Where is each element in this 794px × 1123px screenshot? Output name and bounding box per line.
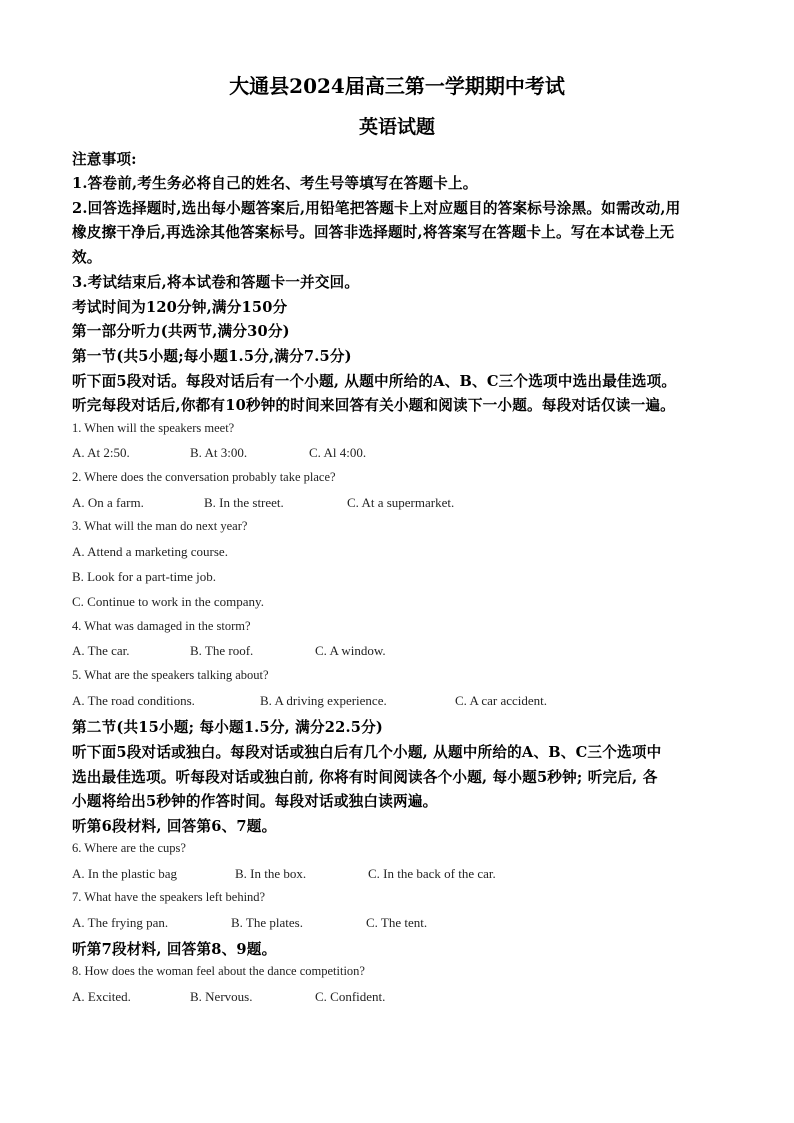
question-5-stem: 5. What are the speakers talking about?	[72, 668, 269, 682]
question-7-stem: 7. What have the speakers left behind?	[72, 890, 266, 904]
exam-title: 大通县2024届高三第一学期期中考试	[229, 74, 565, 98]
question-8-stem: 8. How does the woman feel about the dance competition?	[72, 964, 365, 978]
question-3-option-c: C. Continue to work in the company.	[72, 594, 264, 609]
option-a: A. The car.	[72, 643, 130, 658]
notice-item-3: 3.考试结束后,将本试卷和答题卡一并交回。	[72, 274, 360, 291]
option-b: B. Nervous.	[190, 989, 253, 1004]
option-a: A. The frying pan.	[72, 915, 169, 930]
option-b: B. At 3:00.	[190, 445, 248, 460]
question-2-stem: 2. Where does the conversation probably take place?	[72, 470, 336, 484]
option-a: A. On a farm.	[72, 495, 144, 510]
option-c: C. A car accident.	[455, 693, 548, 708]
question-6-stem: 6. Where are the cups?	[72, 841, 186, 855]
part1-heading: 第一部分听力(共两节,满分30分)	[72, 323, 290, 340]
section2-instruction-line-3: 小题将给出5秒钟的作答时间。每段对话或独白读两遍。	[72, 793, 438, 810]
option-b: B. A driving experience.	[260, 693, 387, 708]
section1-instruction-line-1: 听下面5段对话。每段对话后有一个小题, 从题中所给的A、B、C三个选项中选出最佳选项。	[72, 373, 677, 390]
notice-item-2-line-1: 2.回答选择题时,选出每小题答案后,用铅笔把答题卡上对应题目的答案标号涂黑。如需改动,用	[72, 200, 681, 217]
section2-instruction-line-1: 听下面5段对话或独白。每段对话或独白后有几个小题, 从题中所给的A、B、C三个选项中	[72, 744, 662, 761]
section2-instruction-line-2: 选出最佳选项。听每段对话或独白前, 你将有时间阅读各个小题, 每小题5秒钟; 听完后, 各	[72, 769, 658, 786]
exam-time: 考试时间为120分钟,满分150分	[72, 299, 288, 316]
subject-title: 英语试题	[358, 116, 435, 138]
material-7-heading: 听第7段材料, 回答第8、9题。	[72, 941, 277, 958]
question-3-option-b: B. Look for a part-time job.	[72, 569, 217, 584]
option-c: C. A window.	[315, 643, 386, 658]
option-b: B. In the box.	[235, 866, 307, 881]
section1-heading: 第一节(共5小题;每小题1.5分,满分7.5分)	[72, 348, 352, 365]
section2-heading: 第二节(共15小题; 每小题1.5分, 满分22.5分)	[72, 719, 384, 736]
option-c: C. At a supermarket.	[347, 495, 455, 510]
notice-item-2-line-3: 效。	[72, 249, 102, 266]
notice-item-2-line-2: 橡皮擦干净后,再选涂其他答案标号。回答非选择题时,将答案写在答题卡上。写在本试卷上无	[72, 224, 675, 241]
option-c: C. In the back of the car.	[368, 866, 496, 881]
option-a: A. Excited.	[72, 989, 131, 1004]
notice-item-1: 1.答卷前,考生务必将自己的姓名、考生号等填写在答题卡上。	[72, 175, 478, 192]
question-3-option-a: A. Attend a marketing course.	[72, 544, 228, 559]
option-b: B. The roof.	[190, 643, 254, 658]
option-a: A. The road conditions.	[72, 693, 195, 708]
option-c: C. Confident.	[315, 989, 386, 1004]
option-b: B. The plates.	[231, 915, 303, 930]
option-a: A. In the plastic bag	[72, 866, 178, 881]
section1-instruction-line-2: 听完每段对话后,你都有10秒钟的时间来回答有关小题和阅读下一小题。每段对话仅读一遍。	[72, 397, 675, 414]
question-3-stem: 3. What will the man do next year?	[72, 519, 248, 533]
material-6-heading: 听第6段材料, 回答第6、7题。	[72, 818, 277, 835]
option-b: B. In the street.	[204, 495, 284, 510]
option-c: C. Al 4:00.	[309, 445, 367, 460]
option-c: C. The tent.	[366, 915, 428, 930]
notice-heading: 注意事项:	[72, 151, 137, 168]
question-1-stem: 1. When will the speakers meet?	[72, 421, 235, 435]
question-4-stem: 4. What was damaged in the storm?	[72, 619, 251, 633]
option-a: A. At 2:50.	[72, 445, 130, 460]
